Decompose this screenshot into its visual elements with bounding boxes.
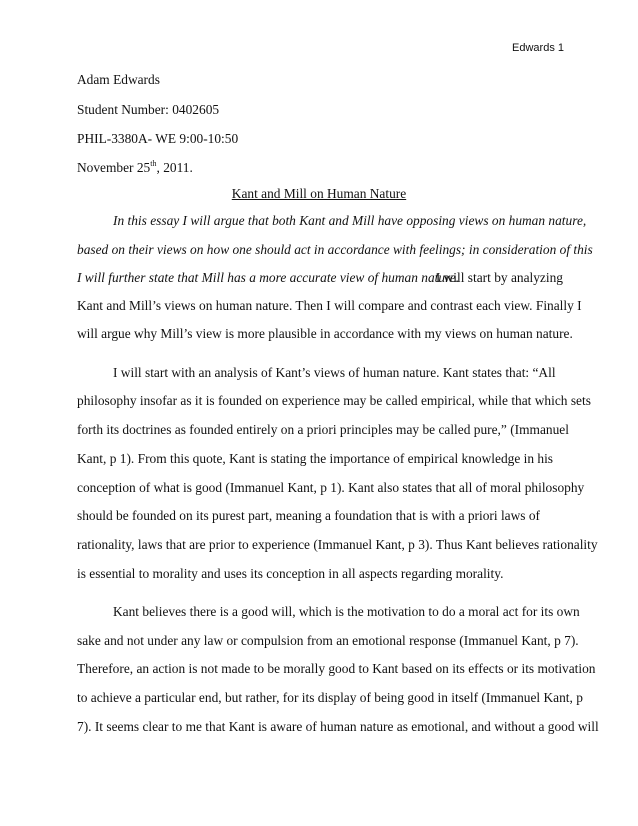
paragraph-line: Kant, p 1). From this quote, Kant is stating the importance of empirical knowledge in his <box>77 451 554 466</box>
paragraph-line: philosophy insofar as it is founded on experience may be called empirical, while that which sets <box>77 393 591 408</box>
page-number-header: Edwards 1 <box>512 42 564 54</box>
date-main: November 25 <box>77 160 151 175</box>
paragraph-line: sake and not under any law or compulsion from an emotional response (Immanuel Kant, p 7). <box>77 633 579 648</box>
paragraph-line: Kant and Mill’s views on human nature. Then I will compare and contrast each view. Finally I <box>77 298 582 313</box>
paragraph-line: based on their views on how one should act in accordance with feelings; in consideration of this <box>77 242 593 257</box>
thesis-roman-segment: I will start by analyzing <box>435 270 563 285</box>
paragraph-line: rationality, laws that are prior to experience (Immanuel Kant, p 3). Thus Kant believes rationality <box>77 537 598 552</box>
thesis-italic-segment: I will further state that Mill has a more accurate view of human nature. <box>77 270 460 285</box>
paragraph-line: will argue why Mill’s view is more plausible in accordance with my views on human nature. <box>77 326 573 341</box>
paragraph-line: to achieve a particular end, but rather, for its display of being good in itself (Immanuel Kant, p <box>77 690 583 705</box>
paragraph-line: is essential to morality and uses its conception in all aspects regarding morality. <box>77 566 504 581</box>
date-tail: , 2011. <box>156 160 193 175</box>
paragraph-line: Kant believes there is a good will, which is the motivation to do a moral act for its own <box>113 604 580 619</box>
paragraph-line: conception of what is good (Immanuel Kant, p 1). Kant also states that all of moral philosophy <box>77 480 585 495</box>
paragraph-line: I will start with an analysis of Kant’s views of human nature. Kant states that: “All <box>113 365 556 380</box>
essay-date <box>77 158 193 175</box>
paragraph-line: forth its doctrines as founded entirely on a priori principles may be called pure,” (Immanuel <box>77 422 569 437</box>
paragraph-line: Therefore, an action is not made to be morally good to Kant based on its effects or its motivation <box>77 661 596 676</box>
date-superscript: th <box>150 158 157 168</box>
paragraph-line: should be founded on its purest part, meaning a foundation that is with a priori laws of <box>77 508 541 523</box>
paragraph-line: In this essay I will argue that both Kant and Mill have opposing views on human nature, <box>113 213 587 228</box>
student-number: Student Number: 0402605 <box>77 102 220 117</box>
paragraph-line-mixed <box>77 271 563 284</box>
course-info: PHIL-3380A- WE 9:00-10:50 <box>77 131 239 146</box>
author-name: Adam Edwards <box>77 72 160 87</box>
essay-title: Kant and Mill on Human Nature <box>231 186 407 201</box>
paragraph-line: 7). It seems clear to me that Kant is aware of human nature as emotional, and without a good will <box>77 719 599 734</box>
